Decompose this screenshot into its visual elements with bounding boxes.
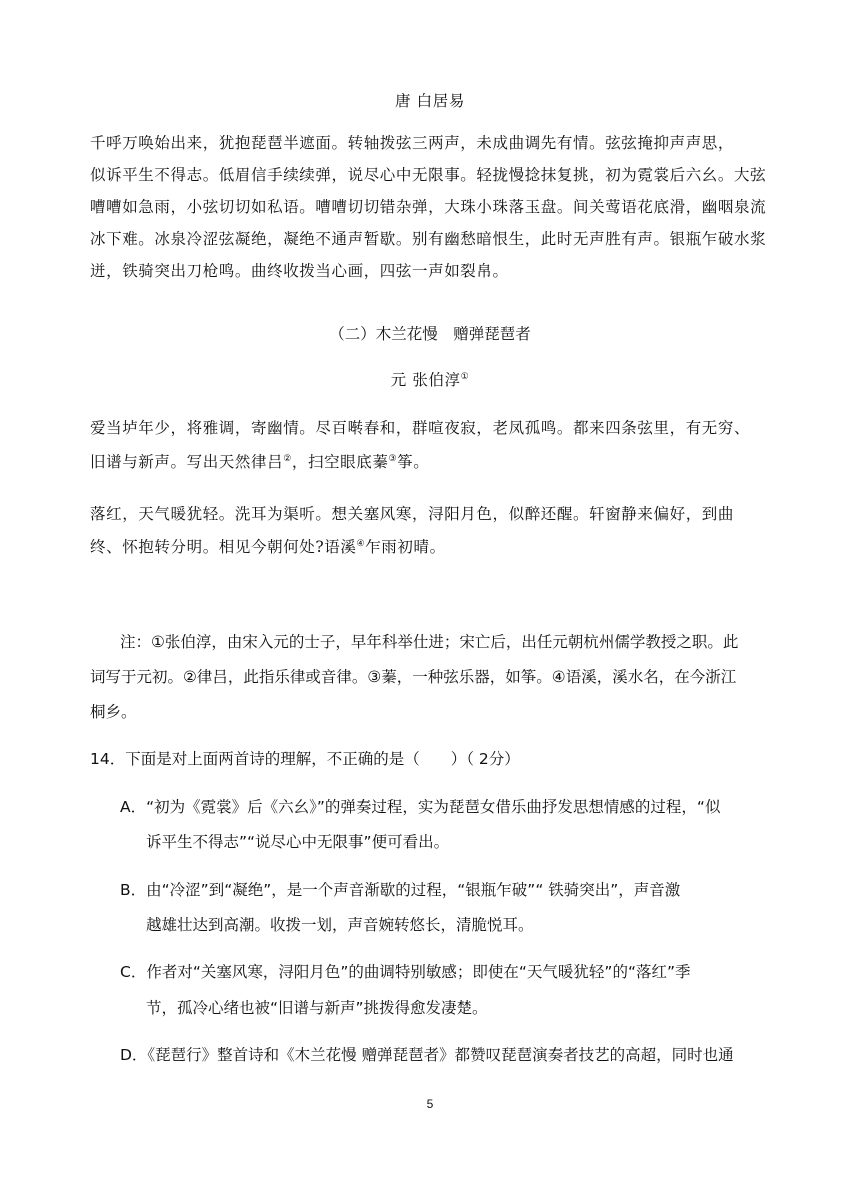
footnote-mark: ② xyxy=(283,453,292,464)
poem2-stanza2-line1: 落红，天气暖犹轻。洗耳为渠听。想关塞风寒，浔阳月色，似醉还醒。轩窗静来偏好，到曲 xyxy=(90,505,735,523)
footnote-mark: ① xyxy=(460,371,470,382)
poem2-stanza1-line2 xyxy=(90,452,429,472)
notes-line: 词写于元初。②律吕，此指乐律或音律。③蓁，一种弦乐器，如筝。④语溪，溪水名，在今浙江 xyxy=(90,668,737,686)
poem1-line: 迸，铁骑突出刀枪鸣。曲终收拨当心画，四弦一声如裂帛。 xyxy=(90,262,509,280)
option-c-line1: C．作者对“关塞风寒，浔阳月色”的曲调特别敏感；即使在“天气暖犹轻”的“落红”季 xyxy=(120,963,691,981)
option-b-line2: 越雄壮达到高潮。收拨一划，声音婉转悠长，清脆悦耳。 xyxy=(146,916,534,934)
poem2-author xyxy=(0,370,860,390)
option-c-line2: 节，孤冷心绪也被“旧谱与新声”挑拨得愈发凄楚。 xyxy=(146,999,488,1017)
poem2-stanza1-line1: 爱当垆年少，将雅调，寄幽情。尽百啭春和，群喧夜寂，老凤孤鸣。都来四条弦里，有无穷、 xyxy=(90,419,751,437)
poem1-line: 似诉平生不得志。低眉信手续续弹，说尽心中无限事。轻拢慢捻抹复挑，初为霓裳后六幺。大弦 xyxy=(90,166,767,184)
poem2-stanza2-line2 xyxy=(90,537,446,557)
poem2-author-name: 元 张伯淳 xyxy=(390,371,461,389)
poem1-line: 千呼万唤始出来，犹抱琵琶半遮面。转轴拨弦三两声，未成曲调先有情。弦弦掩抑声声思， xyxy=(90,134,735,152)
poem2-title: （二）木兰花慢 赠弹琵琶者 xyxy=(329,325,531,343)
text-segment: ，扫空眼底蓁 xyxy=(291,453,389,471)
poem1-author: 唐 白居易 xyxy=(395,92,465,110)
footnote-mark: ④ xyxy=(356,538,366,549)
text-segment: 乍雨初晴。 xyxy=(365,538,446,556)
text-segment: 筝。 xyxy=(397,453,430,471)
poem1-line: 嘈嘈如急雨，小弦切切如私语。嘈嘈切切错杂弹，大珠小珠落玉盘。间关莺语花底滑，幽咽泉流 xyxy=(90,198,767,216)
footnote-mark: ③ xyxy=(388,453,398,464)
option-d-line1: D．《琵琶行》整首诗和《木兰花慢 赠弹琵琶者》都赞叹琵琶演奏者技艺的高超，同时也通 xyxy=(120,1046,734,1064)
text-segment: 旧谱与新声。写出天然律吕 xyxy=(90,453,284,471)
notes-line: 桐乡。 xyxy=(90,703,137,721)
option-a-line1: A．“初为《霓裳》后《六幺》”的弹奏过程，实为琵琶女借乐曲抒发思想情感的过程，“似 xyxy=(120,798,721,816)
option-a-line2: 诉平生不得志”“说尽心中无限事”便可看出。 xyxy=(146,833,450,851)
page-number: 5 xyxy=(426,1097,434,1111)
poem1-line: 冰下难。冰泉冷涩弦凝绝，凝绝不通声暂歇。别有幽愁暗恨生，此时无声胜有声。银瓶乍破水浆 xyxy=(90,230,767,248)
question-stem: 14．下面是对上面两首诗的理解，不正确的是（ ）（ 2分） xyxy=(90,750,520,768)
option-b-line1: B．由“冷涩”到“凝绝”，是一个声音渐歇的过程，“银瓶乍破”“ 铁骑突出”，声音激 xyxy=(120,881,681,899)
text-segment: 终、怀抱转分明。相见今朝何处?语溪 xyxy=(90,538,357,556)
notes-line: 注：①张伯淳，由宋入元的士子，早年科举仕进；宋亡后，出任元朝杭州儒学教授之职。此 xyxy=(120,633,739,651)
